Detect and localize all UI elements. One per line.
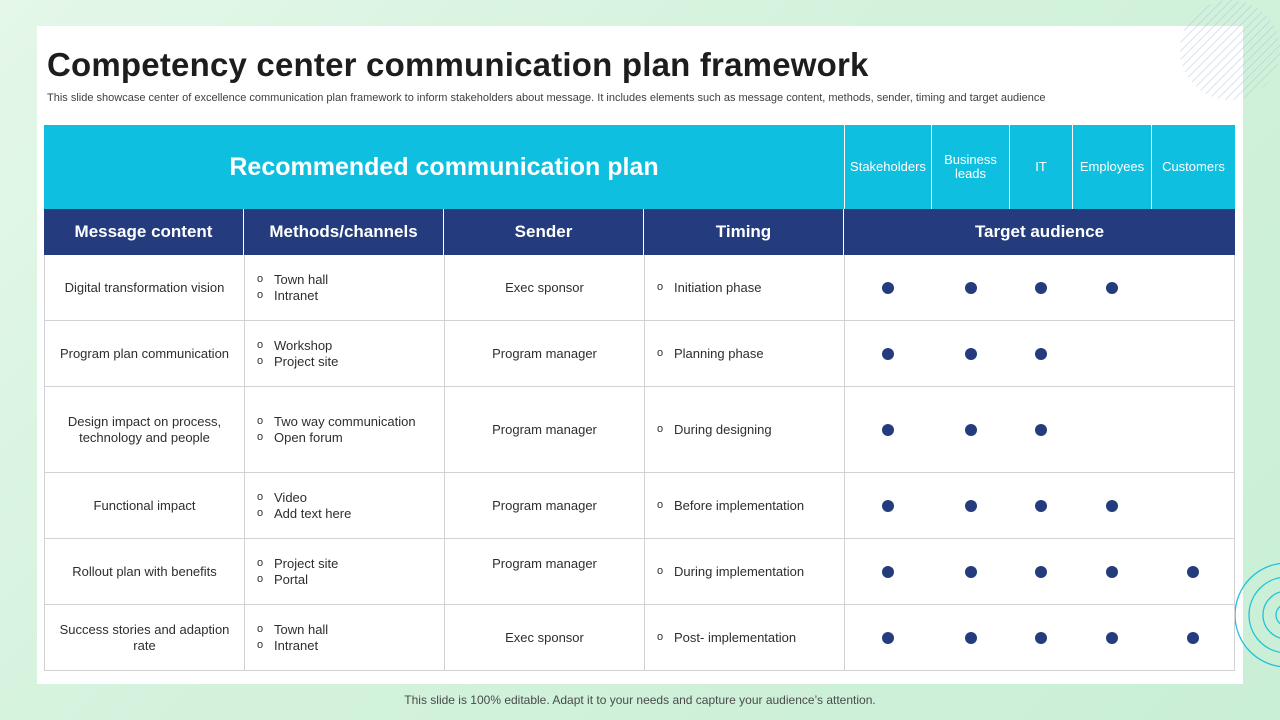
table-row: [45, 473, 1235, 539]
audience-cell: [1010, 321, 1073, 386]
method-item: o Project site: [257, 556, 338, 572]
audience-dot-stakeholders: [882, 566, 894, 578]
timing-cell: [645, 321, 845, 386]
audience-dot-customers: [1187, 566, 1199, 578]
timing-item: o Initiation phase: [657, 280, 761, 296]
sender-cell: Program manager: [445, 473, 645, 538]
message-content-cell: Program plan communication: [45, 321, 245, 386]
methods-cell: [245, 387, 445, 472]
audience-cell: [932, 321, 1010, 386]
timing-item: o Post- implementation: [657, 630, 796, 646]
audience-cell: [1151, 539, 1234, 604]
audience-dot-business-leads: [965, 282, 977, 294]
audience-dot-business-leads: [965, 566, 977, 578]
audience-cell: [1010, 605, 1073, 670]
audience-cells: [845, 321, 1235, 386]
banner-title: Recommended communication plan: [229, 152, 659, 181]
audience-cell: [1151, 255, 1234, 320]
column-header-methods: Methods/channels: [244, 209, 444, 255]
message-content-cell: Functional impact: [45, 473, 245, 538]
methods-cell: [245, 321, 445, 386]
audience-cell: [1010, 539, 1073, 604]
message-content-cell: Success stories and adaption rate: [45, 605, 245, 670]
audience-dot-employees: [1106, 282, 1118, 294]
audience-cells: [845, 539, 1235, 604]
audience-dot-it: [1035, 348, 1047, 360]
audience-cell: [1072, 321, 1151, 386]
audience-cell: [932, 387, 1010, 472]
audience-cell: [845, 605, 932, 670]
audience-cell: [1072, 387, 1151, 472]
column-header-message-content: Message content: [44, 209, 244, 255]
methods-cell: [245, 539, 445, 604]
audience-dot-business-leads: [965, 348, 977, 360]
method-item: o Video: [257, 490, 351, 506]
timing-cell: [645, 539, 845, 604]
table-row: [45, 539, 1235, 605]
audience-cell: [845, 387, 932, 472]
audience-cell: [1010, 255, 1073, 320]
audience-dot-business-leads: [965, 500, 977, 512]
method-item: o Intranet: [257, 638, 328, 654]
audience-cell: [1010, 473, 1073, 538]
timing-cell: [645, 605, 845, 670]
method-item: o Open forum: [257, 430, 416, 446]
audience-dot-employees: [1106, 566, 1118, 578]
timing-item: o During implementation: [657, 564, 804, 580]
audience-cell: [1151, 321, 1234, 386]
column-header-timing: Timing: [644, 209, 844, 255]
audience-cell: [845, 321, 932, 386]
audience-dot-stakeholders: [882, 282, 894, 294]
sender-cell: Exec sponsor: [445, 605, 645, 670]
timing-cell: [645, 473, 845, 538]
audience-cell: [1151, 473, 1234, 538]
audience-header-business-leads: Business leads: [931, 125, 1009, 209]
audience-dot-stakeholders: [882, 632, 894, 644]
column-header-target-audience: Target audience: [974, 222, 1105, 241]
audience-dot-it: [1035, 500, 1047, 512]
audience-dot-stakeholders: [882, 348, 894, 360]
timing-cell: [645, 387, 845, 472]
method-item: o Workshop: [257, 338, 338, 354]
audience-dot-employees: [1106, 500, 1118, 512]
sender-cell: Exec sponsor: [445, 255, 645, 320]
method-item: o Portal: [257, 572, 338, 588]
audience-cell: [932, 255, 1010, 320]
audience-cell: [932, 539, 1010, 604]
audience-cell: [932, 605, 1010, 670]
timing-item: o Before implementation: [657, 498, 804, 514]
method-item: o Project site: [257, 354, 338, 370]
method-item: o Town hall: [257, 622, 328, 638]
table-body: [44, 255, 1235, 671]
table-row: [45, 321, 1235, 387]
table-row: [45, 605, 1235, 671]
audience-cell: [932, 473, 1010, 538]
table-header-row: [44, 209, 1235, 255]
audience-dot-it: [1035, 566, 1047, 578]
audience-cell: [845, 539, 932, 604]
audience-dot-business-leads: [965, 424, 977, 436]
audience-cell: [1151, 387, 1234, 472]
audience-header-customers: Customers: [1151, 125, 1235, 209]
sender-cell: Program manager: [445, 321, 645, 386]
footer-note: This slide is 100% editable. Adapt it to your needs and capture your audience’s attention.: [404, 693, 876, 707]
audience-header-stakeholders: Stakeholders: [844, 125, 931, 209]
methods-cell: [245, 255, 445, 320]
sender-cell: Program manager: [445, 387, 645, 472]
audience-dot-stakeholders: [882, 500, 894, 512]
audience-cells: [845, 473, 1235, 538]
method-item: o Add text here: [257, 506, 351, 522]
audience-cells: [845, 255, 1235, 320]
timing-item: o During designing: [657, 422, 772, 438]
audience-dot-it: [1035, 632, 1047, 644]
audience-cell: [1010, 387, 1073, 472]
audience-cell: [1151, 605, 1234, 670]
audience-dot-it: [1035, 424, 1047, 436]
methods-cell: [245, 473, 445, 538]
audience-cell: [845, 473, 932, 538]
audience-cell: [1072, 539, 1151, 604]
audience-header-it: IT: [1009, 125, 1072, 209]
decorative-rings: [1232, 560, 1280, 670]
message-content-cell: Digital transformation vision: [45, 255, 245, 320]
audience-cell: [1072, 605, 1151, 670]
method-item: o Town hall: [257, 272, 328, 288]
audience-dot-business-leads: [965, 632, 977, 644]
audience-dot-it: [1035, 282, 1047, 294]
methods-cell: [245, 605, 445, 670]
audience-dot-employees: [1106, 632, 1118, 644]
timing-item: o Planning phase: [657, 346, 764, 362]
sender-cell: Program manager: [445, 539, 645, 604]
decorative-hatched-circle: [1180, 0, 1280, 100]
page-subtitle: This slide showcase center of excellence communication plan framework to inform stakeholders about message. It includes elements such as message content, methods, sender, timing and target audience: [47, 92, 1046, 104]
audience-cell: [1072, 473, 1151, 538]
audience-cell: [1072, 255, 1151, 320]
plan-banner: [44, 125, 1235, 209]
message-content-cell: Design impact on process, technology and people: [45, 387, 245, 472]
page-title: Competency center communication plan framework: [47, 46, 869, 83]
table-row: [45, 255, 1235, 321]
timing-cell: [645, 255, 845, 320]
table-row: [45, 387, 1235, 473]
audience-cells: [845, 605, 1235, 670]
audience-dot-stakeholders: [882, 424, 894, 436]
method-item: o Two way communication: [257, 414, 416, 430]
audience-dot-customers: [1187, 632, 1199, 644]
audience-cells: [845, 387, 1235, 472]
method-item: o Intranet: [257, 288, 328, 304]
column-header-sender: Sender: [444, 209, 644, 255]
audience-cell: [845, 255, 932, 320]
message-content-cell: Rollout plan with benefits: [45, 539, 245, 604]
audience-header-employees: Employees: [1072, 125, 1151, 209]
